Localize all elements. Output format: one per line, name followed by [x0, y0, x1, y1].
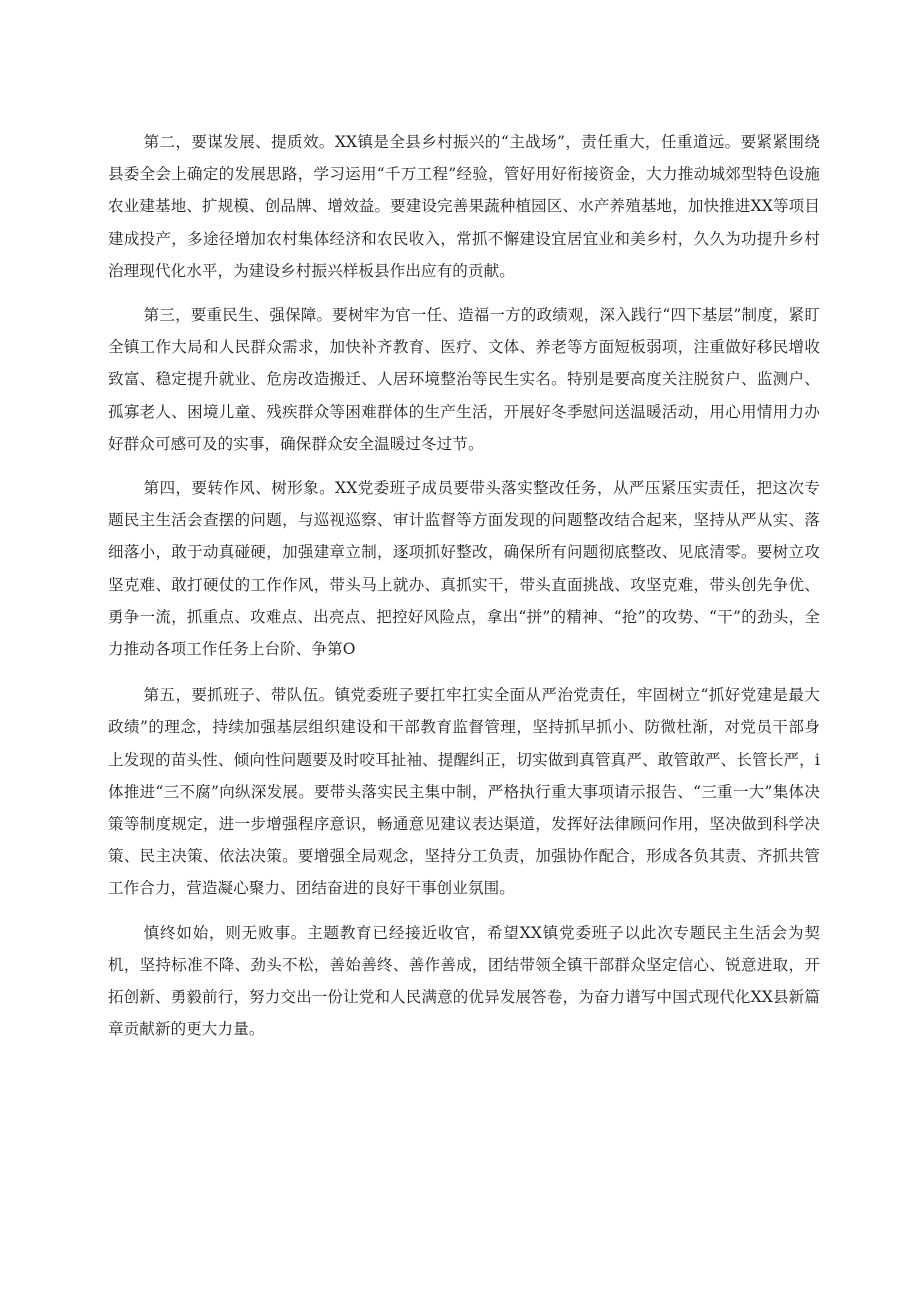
paragraph-fourth-point: 第四，要转作风、树形象。XX党委班子成员要带头落实整改任务，从严压紧压实责任，把这次专题民主生活会查摆的问题，与巡视巡察、审计监督等方面发现的问题整改结合起来，坚持从严从实、落细落小，敢于动真碰硬，加强建章立制，逐项抓好整改，确保所有问题彻底整改、见底清零。要树立攻坚克难、敢打硬仗的工作作风，带头马上就办、真抓实干，带头直面挑战、攻坚克难，带头创先争优、勇争一流，抓重点、攻难点、出亮点、把控好风险点，拿出“拼”的精神、“抢”的攻势、“干”的劲头，全力推动各项工作任务上台阶、争第O: [108, 479, 820, 659]
paragraph-conclusion: 慎终如始，则无败事。主题教育已经接近收官，希望XX镇党委班子以此次专题民主生活会为契机，坚持标准不降、劲头不松，善始善终、善作善成，团结带领全镇干部群众坚定信心、锐意进取，开拓创新、勇毅前行，努力交出一份让党和人民满意的优异发展答卷，为奋力谱写中国式现代化XX县新篇章贡献新的更大力量。: [108, 923, 820, 1039]
paragraph-fifth-point: 第五，要抓班子、带队伍。镇党委班子要扛牢扛实全面从严治党责任，牢固树立“抓好党建是最大政绩”的理念，持续加强基层组织建设和干部教育监督管理，坚持抓早抓小、防微杜渐，对党员干部身上发现的苗头性、倾向性问题要及时咬耳扯袖、提醒纠正，切实做到真管真严、敢管敢严、长管长严，i体推进“三不腐”向纵深发展。要带头落实民主集中制，严格执行重大事项请示报告、“三重一大”集体决策等制度规定，进一步增强程序意识，畅通意见建议表达渠道，发挥好法律顾问作用，坚决做到科学决策、民主决策、依法决策。要增强全局观念，坚持分工负责，加强协作配合，形成各负其责、齐抓共管工作合力，营造凝心聚力、团结奋进的良好干事创业氛围。: [108, 686, 820, 898]
document-body: [108, 126, 820, 1045]
paragraph-third-point: 第三，要重民生、强保障。要树牢为官一任、造福一方的政绩观，深入践行“四下基层”制度，紧盯全镇工作大局和人民群众需求，加快补齐教育、医疗、文体、养老等方面短板弱项，注重做好移民增收致富、稳定提升就业、危房改造搬迁、人居环境整治等民生实名。特别是要高度关注脱贫户、监测户、孤寡老人、困境儿童、残疾群众等困难群体的生产生活，开展好冬季慰问送温暖活动，用心用情用力办好群众可感可及的实事，确保群众安全温暖过冬过节。: [108, 306, 820, 453]
paragraph-second-point: 第二，要谋发展、提质效。XX镇是全县乡村振兴的“主战场”，责任重大，任重道远。要紧紧围绕县委全会上确定的发展思路，学习运用“千万工程”经验，管好用好衔接资金，大力推动城郊型特色设施农业建基地、扩规模、创品牌、增效益。要建设完善果蔬种植园区、水产养殖基地，加快推进XX等项目建成投产，多途径增加农村集体经济和农民收入，常抓不懈建设宜居宜业和美乡村，久久为功提升乡村治理现代化水平，为建设乡村振兴样板县作出应有的贡献。: [108, 133, 820, 280]
